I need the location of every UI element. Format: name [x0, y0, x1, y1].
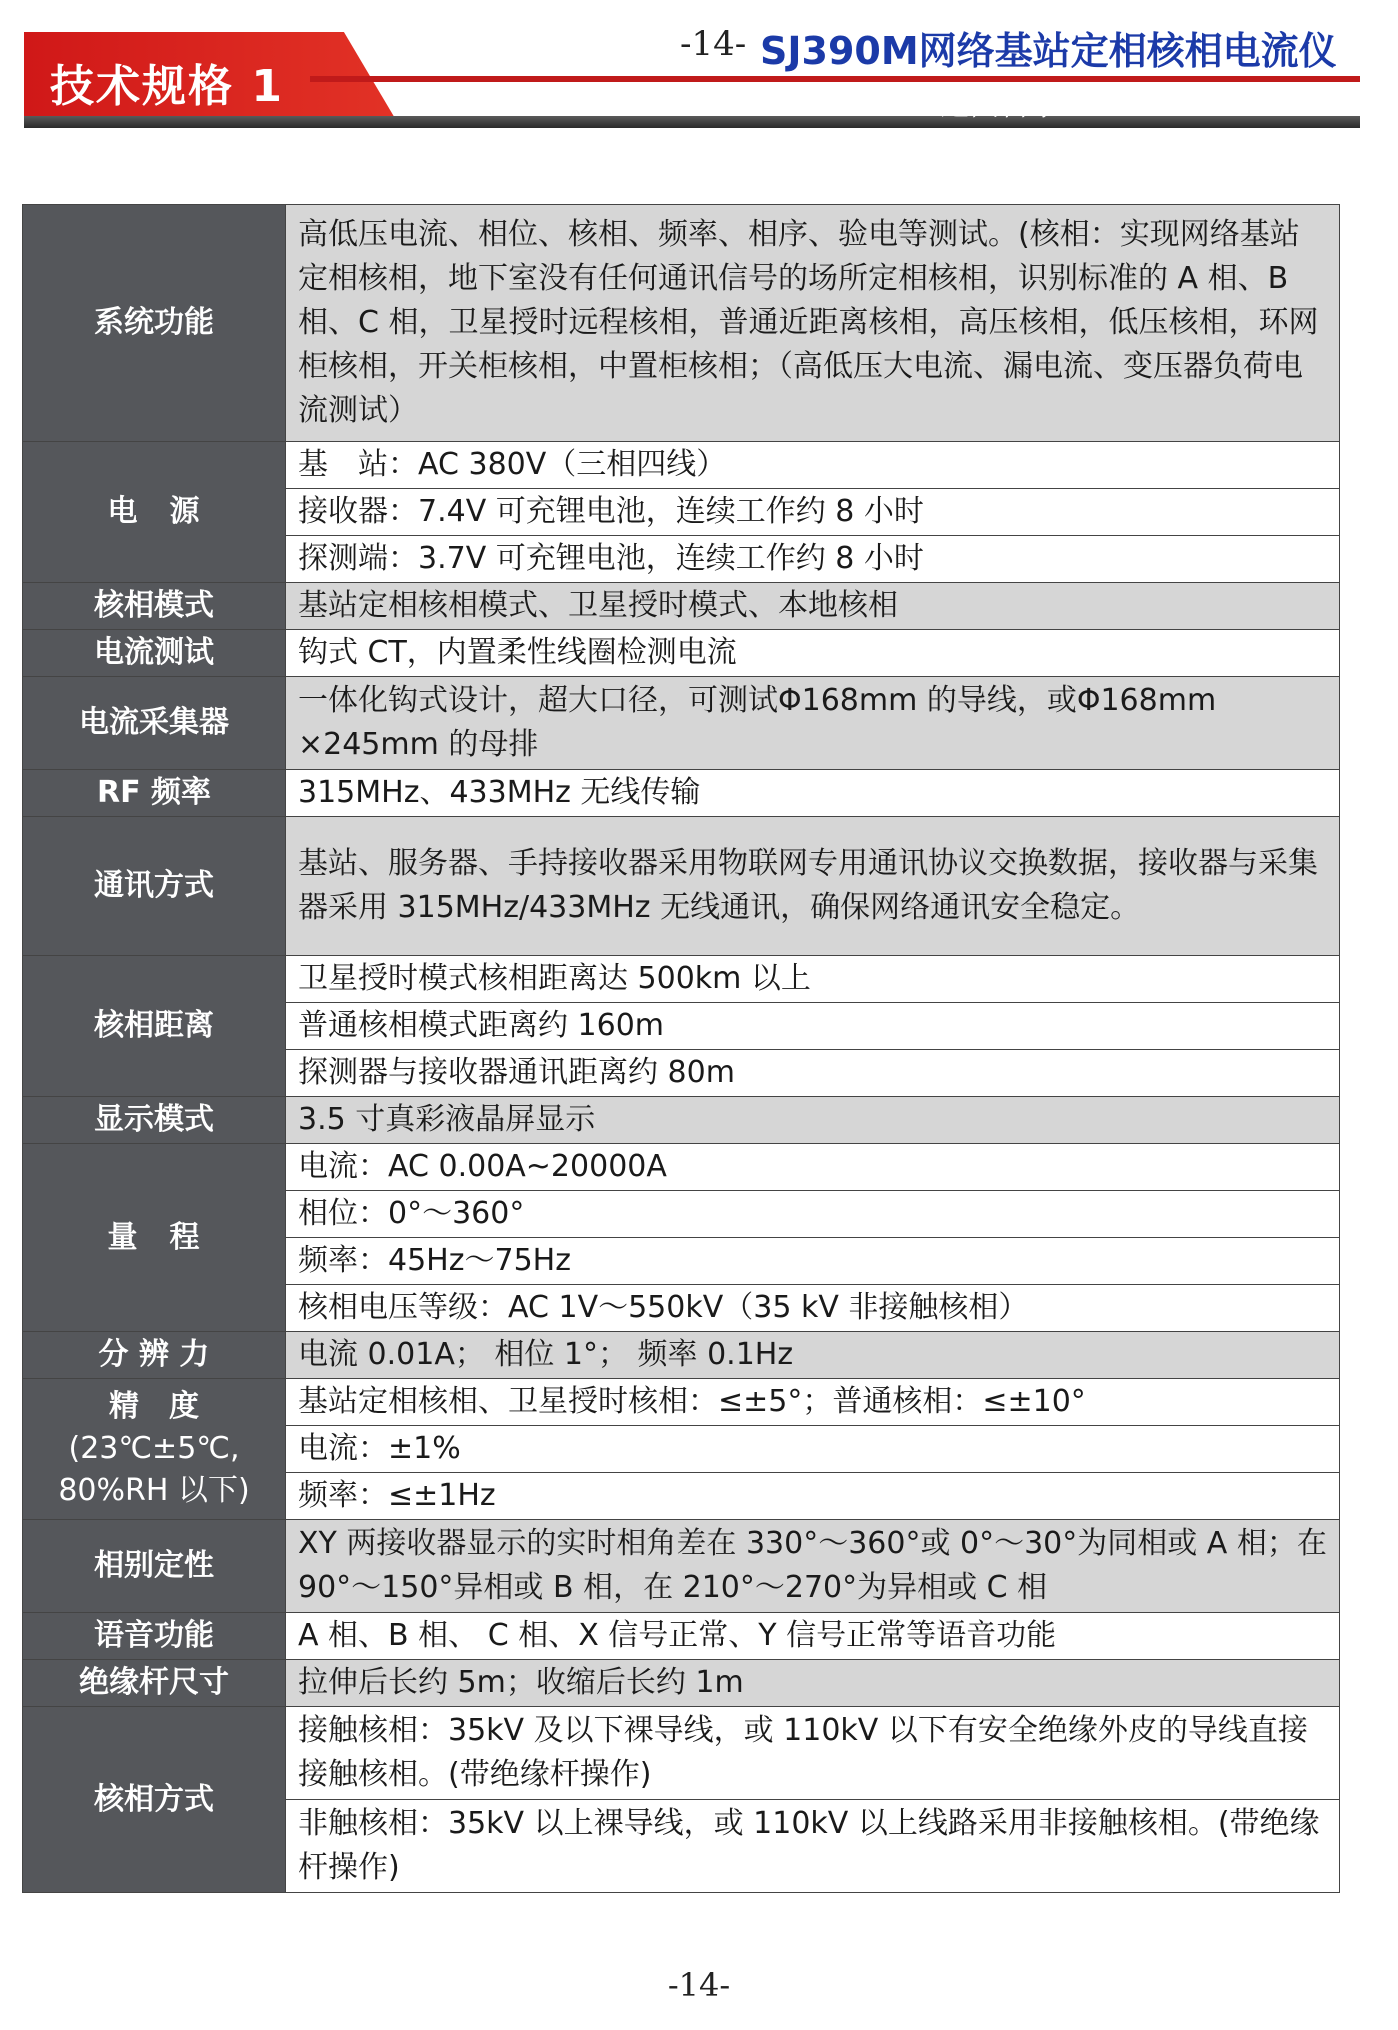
spec-label: 核相距离: [23, 956, 286, 1097]
spec-value: 电流：AC 0.00A~20000A: [286, 1144, 1340, 1191]
spec-value: 普通核相模式距离约 160m: [286, 1003, 1340, 1050]
spec-row-range: [23, 1144, 1340, 1191]
spec-value: 卫星授时模式核相距离达 500km 以上: [286, 956, 1340, 1003]
spec-value: 探测器与接收器通讯距离约 80m: [286, 1050, 1340, 1097]
spec-label: 通讯方式: [23, 817, 286, 956]
spec-row-phasing-mode: [23, 583, 1340, 630]
spec-value: 高低压电流、相位、核相、频率、相序、验电等测试。(核相：实现网络基站定相核相，地下室没有任何通讯信号的场所定相核相，识别标准的 A 相、B 相、C 相，卫星授时远程核相，普通近距离核相，高压核相，低压核相，环网柜核相，开关柜核相，中置柜核相；（高低压大电流、漏电流、变压器负荷电流测试）: [286, 205, 1340, 442]
spec-label: 分 辨 力: [23, 1332, 286, 1379]
spec-label: 相别定性: [23, 1520, 286, 1613]
header-page-number: -14-: [680, 24, 747, 64]
spec-row-resolution: [23, 1332, 1340, 1379]
spec-row-current-test: [23, 630, 1340, 677]
spec-value: 基站定相核相、卫星授时核相：≤±5°；普通核相：≤±10°: [286, 1379, 1340, 1426]
spec-label: 绝缘杆尺寸: [23, 1660, 286, 1707]
spec-label: 量 程: [23, 1144, 286, 1332]
spec-value: XY 两接收器显示的实时相角差在 330°～360°或 0°～30°为同相或 A 相；在 90°～150°异相或 B 相，在 210°～270°为异相或 C 相: [286, 1520, 1340, 1613]
section-title: 技术规格 1: [50, 61, 284, 112]
spec-value: 一体化钩式设计，超大口径，可测试Φ168mm 的导线，或Φ168mm ×245mm 的母排: [286, 677, 1340, 770]
spec-label: 语音功能: [23, 1613, 286, 1660]
spec-row-current-collector: [23, 677, 1340, 770]
spec-value: 频率：45Hz～75Hz: [286, 1238, 1340, 1285]
spec-row-rf-frequency: [23, 770, 1340, 817]
spec-row-phasing-distance: [23, 956, 1340, 1003]
spec-label: 电流测试: [23, 630, 286, 677]
header-rule: [310, 76, 1360, 82]
spec-table: [22, 204, 1340, 1893]
spec-row-voice: [23, 1613, 1340, 1660]
spec-value: 电流：±1%: [286, 1426, 1340, 1473]
back-to-toc-link[interactable]: 返回目录: [940, 88, 1060, 123]
spec-label: 显示模式: [23, 1097, 286, 1144]
product-name: SJ390M网络基站定相核相电流仪: [760, 29, 1337, 73]
spec-row-communication: [23, 817, 1340, 956]
footer-page-number: -14-: [667, 1966, 731, 2004]
spec-row-display: [23, 1097, 1340, 1144]
header-shadow-bar: [24, 116, 1360, 128]
spec-label: 系统功能: [23, 205, 286, 442]
spec-value: 基 站：AC 380V（三相四线）: [286, 442, 1340, 489]
spec-value: 钩式 CT，内置柔性线圈检测电流: [286, 630, 1340, 677]
spec-label-group: [23, 1379, 286, 1520]
spec-label: 电 源: [23, 442, 286, 583]
spec-value: 拉伸后长约 5m；收缩后长约 1m: [286, 1660, 1340, 1707]
spec-value: 基站、服务器、手持接收器采用物联网专用通讯协议交换数据，接收器与采集器采用 315MHz/433MHz 无线通讯，确保网络通讯安全稳定。: [286, 817, 1340, 956]
spec-label: 核相模式: [23, 583, 286, 630]
spec-value: 核相电压等级：AC 1V～550kV（35 kV 非接触核相）: [286, 1285, 1340, 1332]
spec-row-functions: [23, 205, 1340, 442]
spec-row-phase-identification: [23, 1520, 1340, 1613]
spec-value: 频率：≤±1Hz: [286, 1473, 1340, 1520]
spec-value: 315MHz、433MHz 无线传输: [286, 770, 1340, 817]
spec-value: 接收器：7.4V 可充锂电池，连续工作约 8 小时: [286, 489, 1340, 536]
spec-label: 核相方式: [23, 1707, 286, 1893]
spec-label-note: (23℃±5℃, 80%RH 以下): [58, 1431, 250, 1508]
spec-row-accuracy: [23, 1379, 1340, 1426]
spec-value: 非触核相：35kV 以上裸导线，或 110kV 以上线路采用非接触核相。(带绝缘杆操作): [286, 1800, 1340, 1893]
spec-value: 相位：0°～360°: [286, 1191, 1340, 1238]
spec-label: 电流采集器: [23, 677, 286, 770]
spec-label: RF 频率: [23, 770, 286, 817]
spec-row-insulating-rod: [23, 1660, 1340, 1707]
spec-value: 基站定相核相模式、卫星授时模式、本地核相: [286, 583, 1340, 630]
spec-row-phasing-method: [23, 1707, 1340, 1800]
spec-value: 电流 0.01A； 相位 1°； 频率 0.1Hz: [286, 1332, 1340, 1379]
spec-value: 3.5 寸真彩液晶屏显示: [286, 1097, 1340, 1144]
spec-row-power: [23, 442, 1340, 489]
spec-label: 精 度: [109, 1389, 199, 1424]
spec-value: 探测端：3.7V 可充锂电池，连续工作约 8 小时: [286, 536, 1340, 583]
spec-value: A 相、B 相、 C 相、X 信号正常、Y 信号正常等语音功能: [286, 1613, 1340, 1660]
spec-value: 接触核相：35kV 及以下裸导线，或 110kV 以下有安全绝缘外皮的导线直接接触核相。(带绝缘杆操作): [286, 1707, 1340, 1800]
